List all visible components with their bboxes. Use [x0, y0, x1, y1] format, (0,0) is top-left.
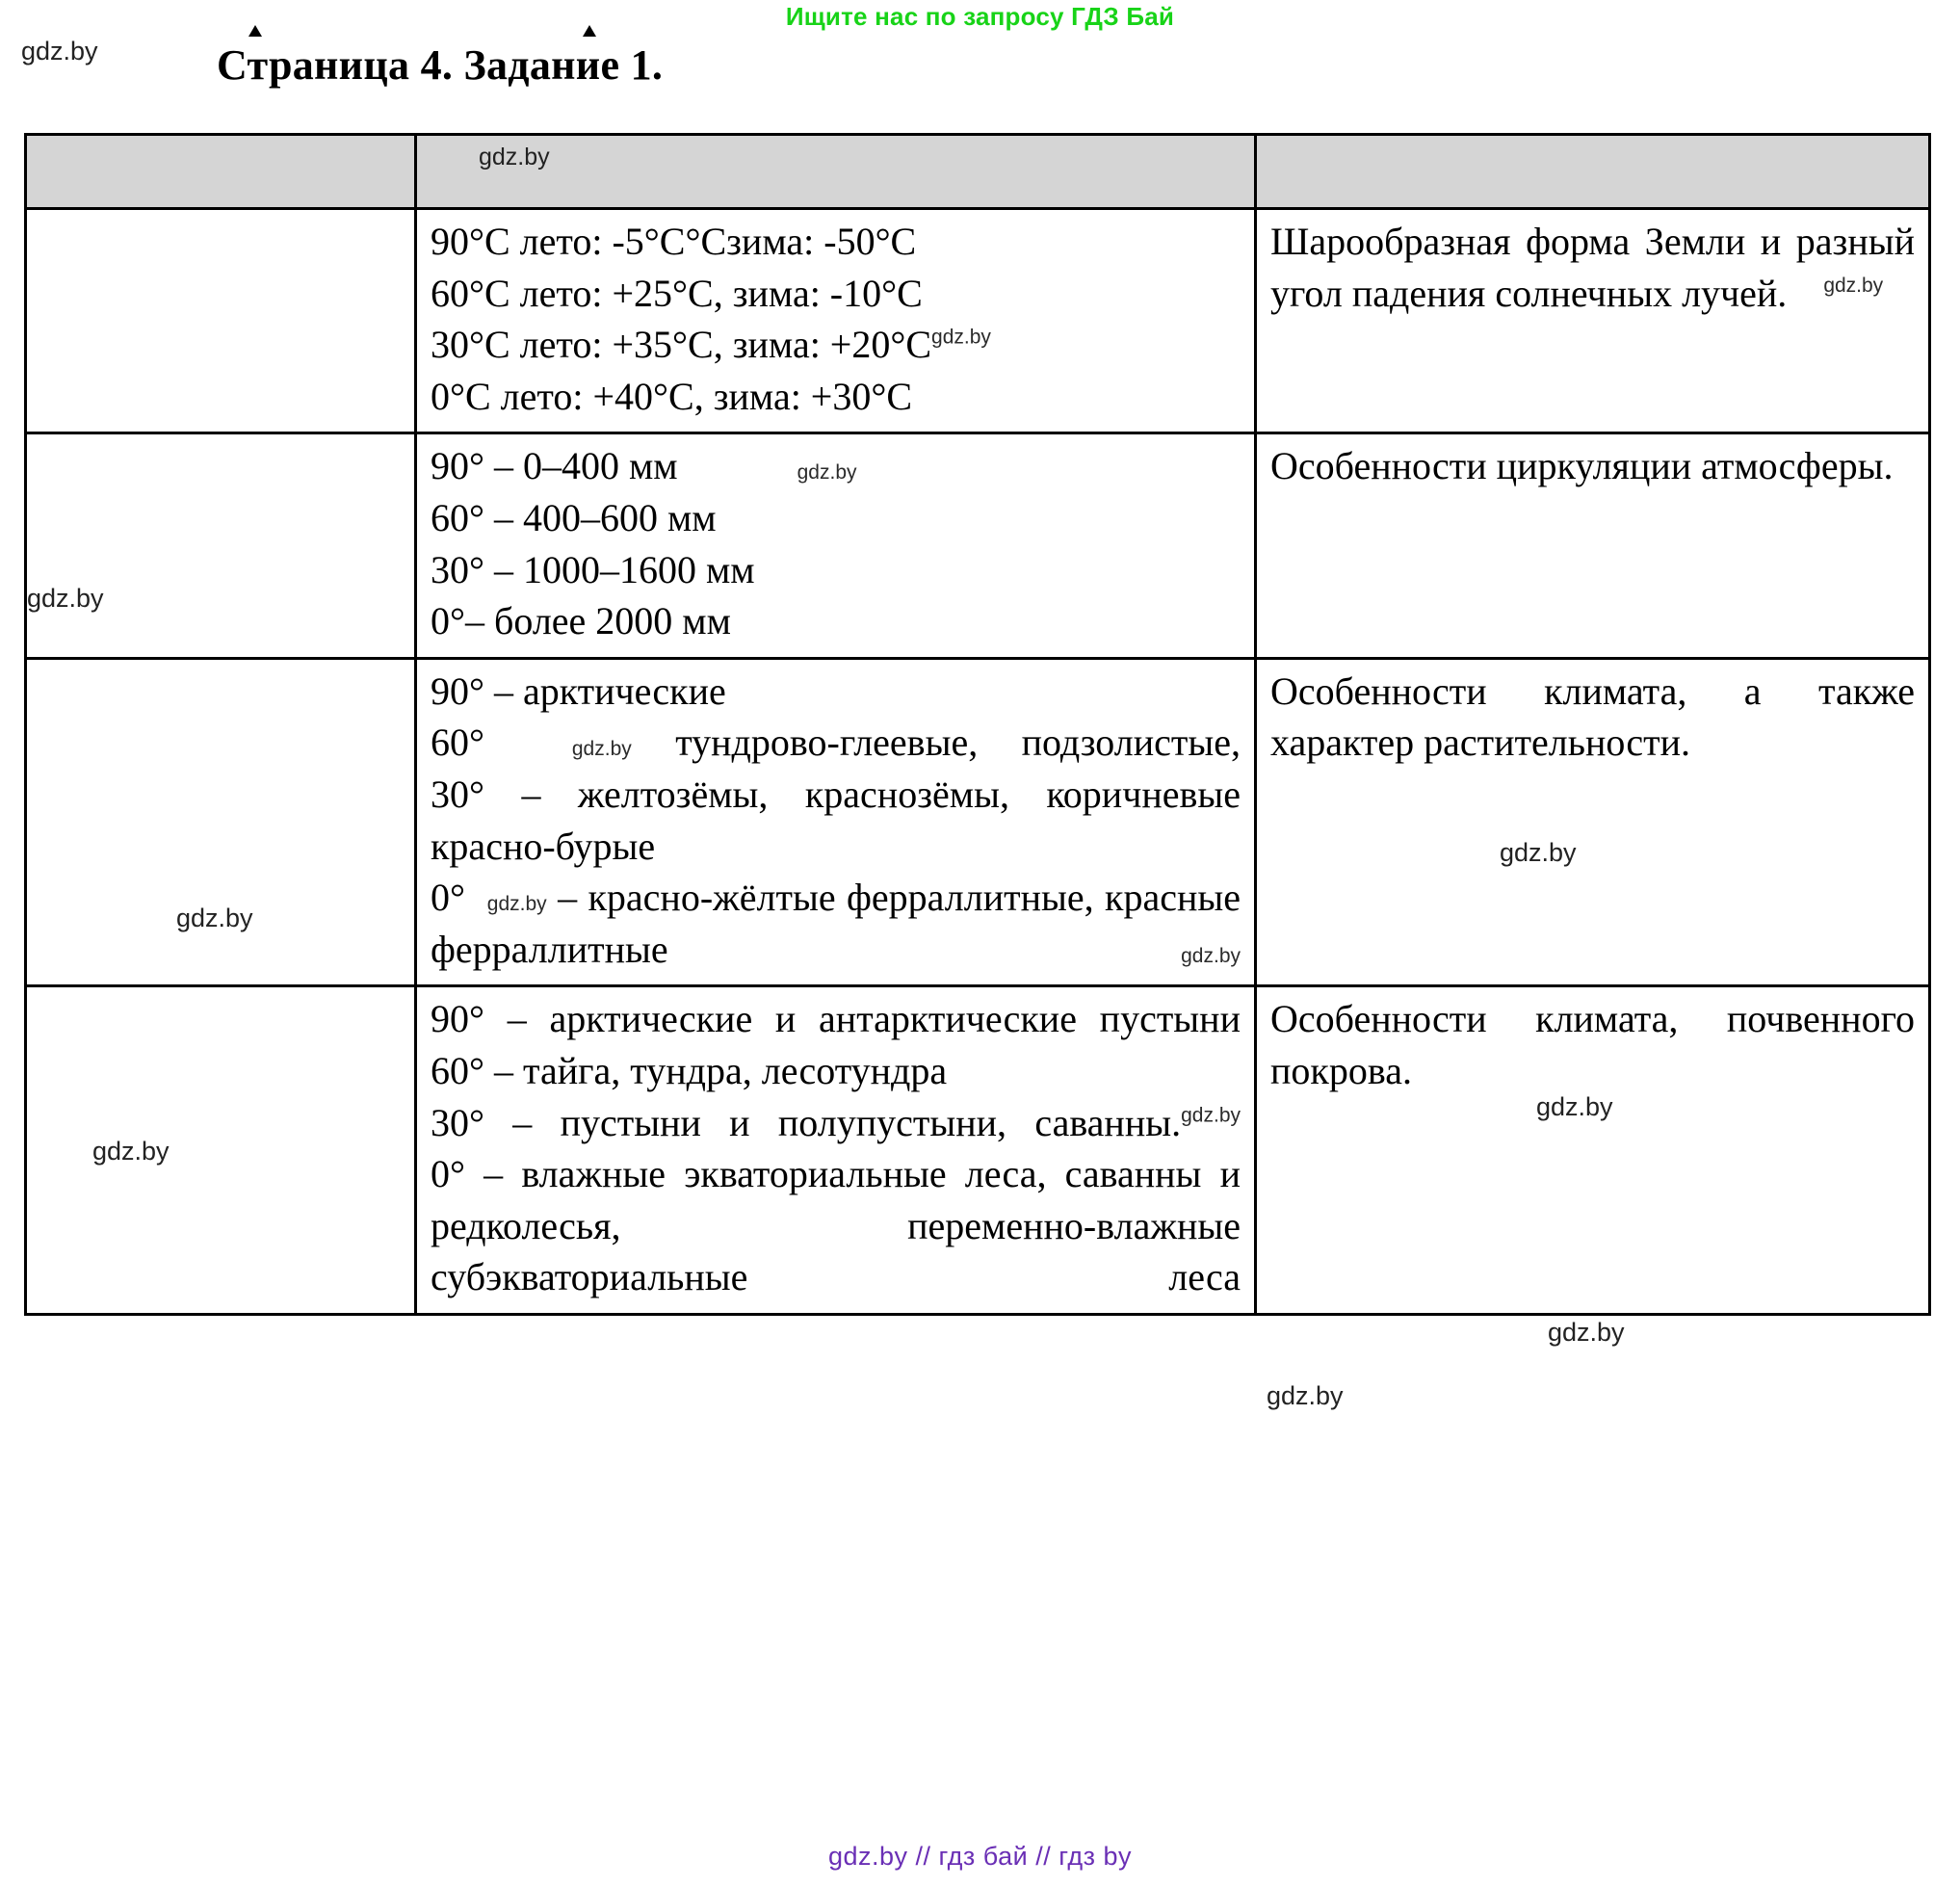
- value-line-with-watermark: 0° gdz.by – красно-жёлтые ферраллитные, красные ферраллитные gdz.by: [431, 876, 1241, 971]
- value-line-with-watermark: 30° – пустыни и полупустыни, саванны.$^{gdz.by}$: [431, 1100, 1241, 1144]
- watermark-cell: gdz.by: [1536, 1092, 1613, 1122]
- watermark-inline: gdz.by: [486, 893, 547, 916]
- answer-table-wrapper: [24, 133, 1928, 1411]
- value-line-text: 30°C лето: +35°C, зима: +20°C: [431, 323, 932, 367]
- value-line: 60° – тайга, тундра, лесотундра: [431, 1048, 948, 1092]
- cell-factor-soils: [26, 658, 416, 986]
- header-cell-factor: [26, 135, 416, 209]
- table-row: [26, 209, 1930, 433]
- value-line: 90° – арктические: [431, 668, 726, 713]
- watermark-cell: gdz.by: [27, 584, 104, 614]
- cell-reason-precipitation: Особенности циркуляции атмосферы.: [1256, 433, 1930, 658]
- table-row: [26, 433, 1930, 658]
- value-line: 0°C лето: +40°C, зима: +30°C: [431, 374, 913, 418]
- watermark-header-cell: gdz.by: [479, 144, 550, 170]
- header-cell-values: [416, 135, 1256, 209]
- watermark-cell: gdz.by: [1548, 1318, 1625, 1348]
- table-header-row: [26, 135, 1930, 209]
- cell-factor-natural-zones: [26, 986, 416, 1315]
- value-line: 30° – 1000–1600 мм: [431, 547, 755, 591]
- reason-text: Особенности климата, почвенного покрова.: [1270, 997, 1915, 1092]
- watermark-inline: gdz.by: [1181, 944, 1241, 967]
- answer-table: [24, 133, 1931, 1411]
- reason-text: Особенности климата, а также характер растительности.: [1270, 668, 1915, 765]
- value-line-text: 90° – 0–400 мм: [431, 444, 678, 488]
- value-line: 0° – влажные экваториальные леса, саванны и редколесья, переменно-влажные субэкваториальные леса: [431, 1152, 1241, 1299]
- value-line: 90°C лето: -5°C°Cзима: -50°C: [431, 220, 917, 263]
- table-header: [26, 135, 1930, 209]
- cell-factor-precipitation: [26, 433, 416, 658]
- cell-factor-temperature: [26, 209, 416, 433]
- cell-reason-natural-zones: [1256, 986, 1930, 1411]
- watermark-cell: gdz.by: [1500, 837, 1577, 867]
- value-line: 0°– более 2000 мм: [431, 599, 731, 643]
- value-line: 60°C лето: +25°C, зима: -10°C: [431, 271, 923, 315]
- cell-values-natural-zones: [416, 986, 1256, 1315]
- value-line-with-watermark: 60° gdz.by тундрово-глеевые, подзолистые,: [431, 721, 1241, 765]
- footer-links: gdz.by // гдз бай // гдз by: [827, 1842, 1133, 1871]
- value-line-with-watermark: [431, 319, 1241, 371]
- value-line: 30° – желтозёмы, краснозёмы, коричневые красно-бурые: [431, 772, 1241, 868]
- table-row: [26, 986, 1930, 1315]
- watermark-inline: gdz.by: [931, 326, 991, 349]
- cell-reason-temperature: [1256, 209, 1930, 433]
- watermark-cell: gdz.by: [1267, 1381, 1344, 1411]
- value-line-with-watermark: [431, 440, 1241, 492]
- watermark-inline: gdz.by: [797, 461, 857, 485]
- promo-banner: Ищите нас по запросу ГДЗ Бай: [785, 2, 1175, 31]
- cell-reason-soils: [1256, 658, 1930, 986]
- value-line: 90° – арктические и антарктические пустыни: [431, 997, 1241, 1041]
- watermark-inline: gdz.by: [1181, 1104, 1241, 1127]
- cell-values-soils: [416, 658, 1256, 986]
- watermark-cell: gdz.by: [92, 1137, 170, 1166]
- watermark-cell: gdz.by: [176, 903, 253, 932]
- header-cell-reason: [1256, 135, 1930, 209]
- reason-text: Шарообразная форма Земли и разный угол падения солнечных лучей.: [1270, 220, 1915, 315]
- watermark-top-left: gdz.by: [21, 37, 98, 66]
- cell-values-temperature: [416, 209, 1256, 433]
- watermark-inline: gdz.by: [1823, 275, 1884, 298]
- page-title: Страница 4. Задание 1.: [217, 41, 664, 89]
- value-line: 60° – 400–600 мм: [431, 495, 717, 539]
- table-row: [26, 658, 1930, 986]
- table-body: [26, 209, 1930, 1411]
- watermark-inline: gdz.by: [571, 738, 632, 761]
- cell-values-precipitation: [416, 433, 1256, 658]
